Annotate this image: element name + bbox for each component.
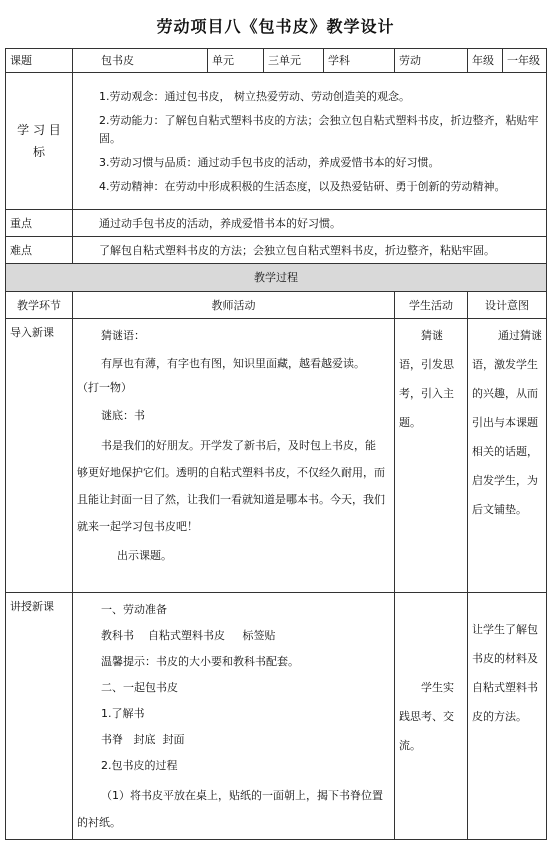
intro-stage: 导入新课 (6, 319, 73, 593)
goal-item: 1.劳动观念：通过包书皮， 树立热爱劳动、劳动创造美的观念。 (99, 89, 410, 103)
intro-answer: 谜底：书 (101, 409, 145, 422)
lesson-line: （1）将书皮平放在桌上，贴纸的一面朝上，揭下书脊位置的衬纸。 (77, 789, 383, 829)
difficulty-label: 难点 (6, 237, 73, 264)
intro-row (6, 319, 547, 593)
difficulty-text: 了解包自粘式塑料书皮的方法；会独立包自粘式塑料书皮，折边整齐，粘贴牢固。 (73, 237, 547, 264)
lesson-line: 二、一起包书皮 (101, 681, 178, 694)
lesson-teacher (73, 593, 395, 840)
column-header-row (6, 292, 547, 319)
intro-student: 猜谜语，引发思考，引入主题。 (395, 319, 468, 593)
key-point-row (6, 210, 547, 237)
intro-intent: 通过猜谜语，激发学生的兴趣，从而引出与本课题相关的话题，启发学生，为后文铺垫。 (468, 319, 547, 593)
intro-show-topic: 出示课题。 (117, 549, 172, 562)
goals-row (6, 73, 547, 210)
process-title: 教学过程 (6, 264, 547, 292)
goals-label: 学 习 目标 (6, 73, 73, 210)
unit-value: 三单元 (264, 49, 324, 73)
intro-paragraph: 书是我们的好朋友。开学发了新书后，及时包上书皮，能够更好地保护它们。透明的自粘式塑料书皮，不仅经久耐用，而且能让封面一目了然，让我们一看就知道是哪本书。今天，我们就来一起学习包书皮吧！ (77, 439, 385, 533)
key-point-text: 通过动手包书皮的活动，养成爱惜书本的好习惯。 (73, 210, 547, 237)
intro-riddle: 有厚也有薄，有字也有图，知识里面藏，越看越爱读。 （打一物） (77, 357, 365, 394)
intro-teacher (73, 319, 395, 593)
grade-label: 年级 (468, 49, 503, 73)
discipline-value: 劳动 (395, 49, 468, 73)
goal-item: 3.劳动习惯与品质：通过动手包书皮的活动，养成爱惜书本的好习惯。 (99, 155, 440, 169)
lesson-intent: 让学生了解包书皮的材料及自粘式塑料书皮的方法。 (468, 593, 547, 840)
intro-riddle-label: 猜谜语： (101, 329, 145, 342)
discipline-label: 学科 (324, 49, 395, 73)
subject-label: 课题 (6, 49, 73, 73)
col-stage: 教学环节 (6, 292, 73, 319)
goal-item: 4.劳动精神：在劳动中形成积极的生活态度，以及热爱钻研、勇于创新的劳动精神。 (99, 179, 506, 193)
col-teacher: 教师活动 (73, 292, 395, 319)
lesson-stage: 讲授新课 (6, 593, 73, 840)
lesson-line: 书脊 封底 封面 (101, 733, 185, 746)
grade-value: 一年级 (503, 49, 547, 73)
lesson-line: 教科书 自粘式塑料书皮 标签贴 (101, 629, 276, 642)
col-intent: 设计意图 (468, 292, 547, 319)
goals-list (73, 73, 547, 210)
difficulty-row (6, 237, 547, 264)
col-student: 学生活动 (395, 292, 468, 319)
lesson-plan-table (5, 48, 547, 840)
lesson-student: 学生实践思考、交流。 (395, 593, 468, 840)
lesson-line: 一、劳动准备 (101, 603, 167, 616)
key-point-label: 重点 (6, 210, 73, 237)
lesson-line: 1.了解书 (101, 707, 145, 720)
process-title-row (6, 264, 547, 292)
lesson-line: 温馨提示：书皮的大小要和教科书配套。 (101, 655, 299, 668)
lesson-row (6, 593, 547, 840)
header-row (6, 49, 547, 73)
goal-item: 2.劳动能力：了解包自粘式塑料书皮的方法；会独立包自粘式塑料书皮，折边整齐，粘贴牢固。 (99, 113, 539, 145)
unit-label: 单元 (208, 49, 264, 73)
page-title: 劳动项目八《包书皮》教学设计 (156, 17, 395, 36)
lesson-line: 2.包书皮的过程 (101, 759, 178, 772)
subject-value: 包书皮 (73, 49, 208, 73)
